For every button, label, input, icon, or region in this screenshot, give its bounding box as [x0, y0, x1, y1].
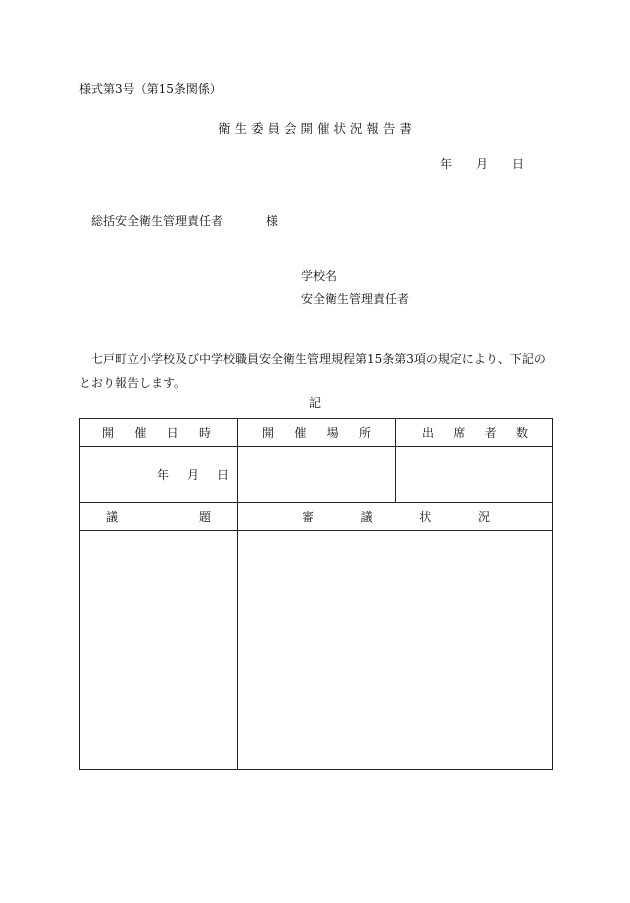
header-place: 開 催 場 所	[238, 419, 396, 447]
report-table	[79, 418, 553, 770]
attendees-cell[interactable]	[396, 447, 553, 503]
agenda-cell[interactable]	[80, 531, 238, 770]
form-number: 様式第3号（第15条関係）	[79, 82, 222, 96]
place-cell[interactable]	[238, 447, 396, 503]
body-text: 七戸町立小学校及び中学校職員安全衛生管理規程第15条第3項の規定により、下記のとおり報告します。	[79, 352, 546, 390]
header-date-time: 開 催 日 時	[80, 419, 238, 447]
header-deliberation-status: 審 議 状 況	[238, 503, 553, 531]
addressee: 総括安全衛生管理責任者	[91, 214, 224, 228]
report-date: 年 月 日	[440, 157, 525, 171]
deliberation-status-cell[interactable]	[238, 531, 553, 770]
addressee-honorific: 様	[266, 214, 279, 228]
school-name-label: 学校名	[301, 269, 338, 283]
document-title: 衛 生 委 員 会 開 催 状 況 報 告 書	[218, 121, 412, 136]
date-time-cell[interactable]: 年 月 日	[80, 447, 238, 503]
header-attendees: 出 席 者 数	[396, 419, 553, 447]
safety-manager-label: 安全衛生管理責任者	[301, 292, 410, 306]
header-agenda: 議 題	[80, 503, 238, 531]
ki-marker: 記	[308, 396, 321, 410]
